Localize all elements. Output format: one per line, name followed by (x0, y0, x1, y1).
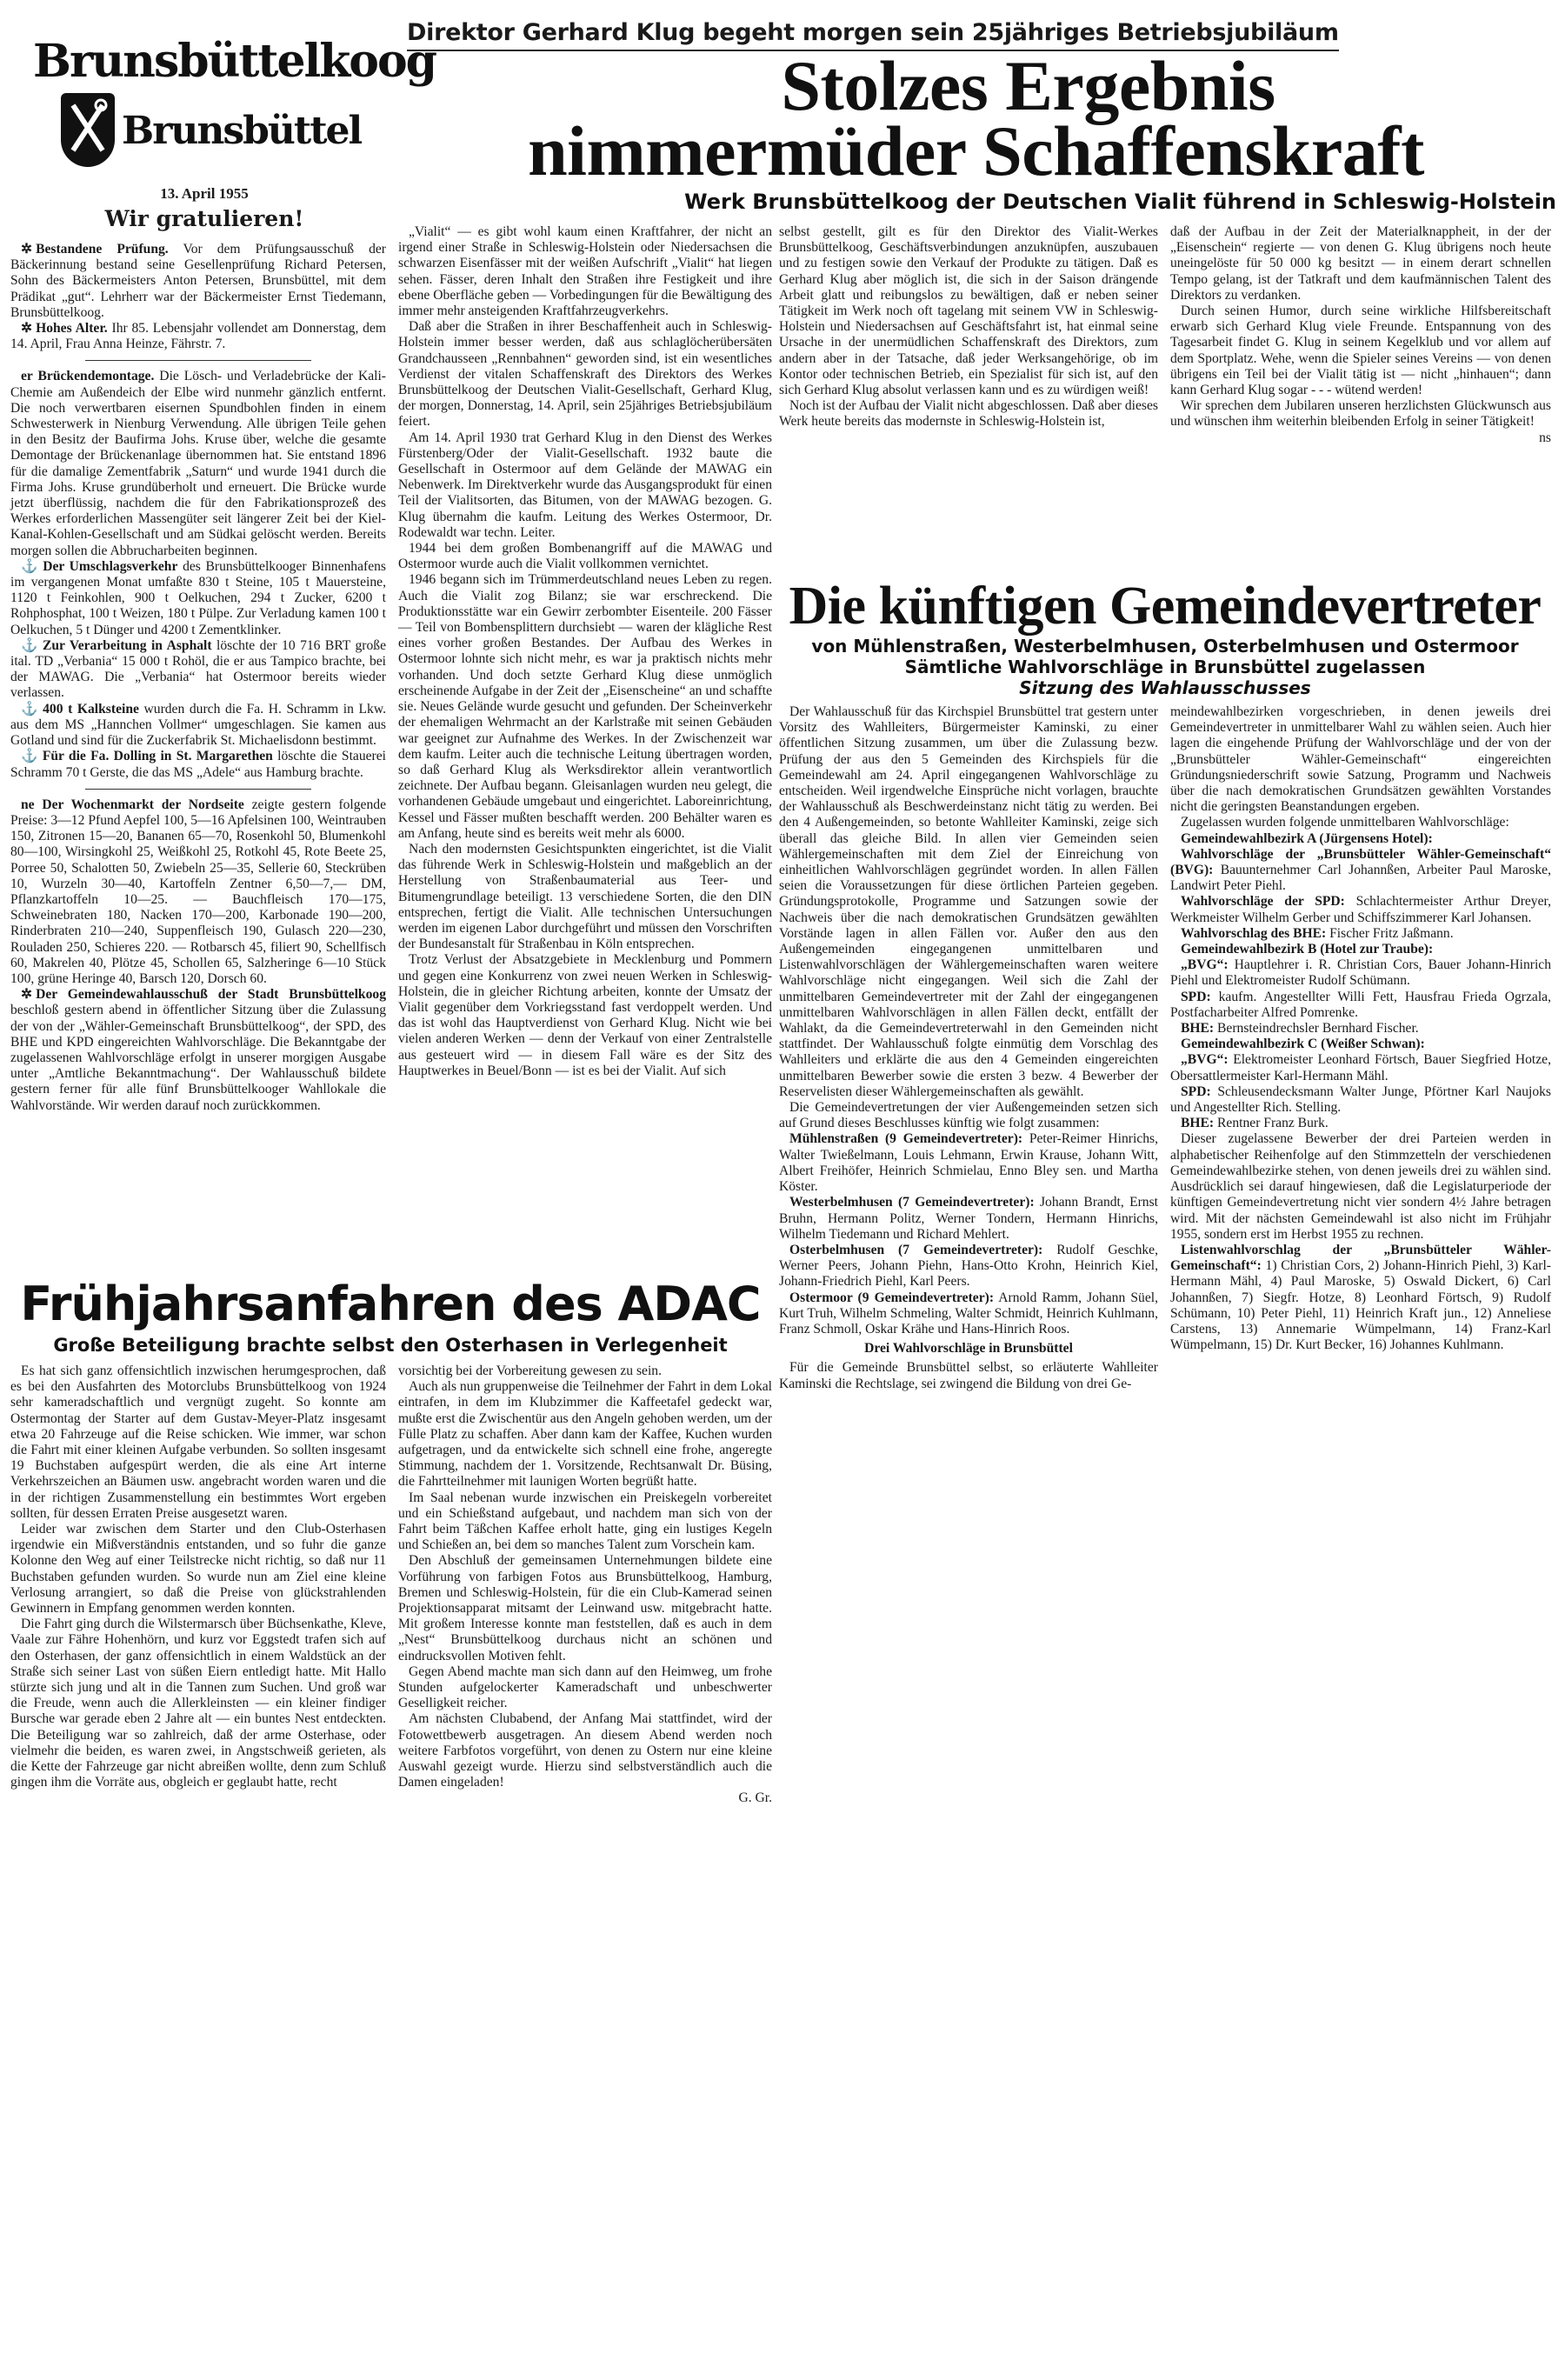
subheading: Drei Wahlvorschläge in Brunsbüttel (864, 1341, 1073, 1357)
vialit-paragraph (1170, 303, 1551, 398)
paragraph-lead: Mühlenstraßen (9 Gemeindevertreter): (789, 1131, 1023, 1147)
vialit-paragraph (1170, 398, 1551, 446)
paragraph-lead: Wahlvorschläge der „Brunsbütteler Wähler-Gemeinschaft“ (BVG): (1170, 846, 1551, 878)
paragraph-text: Die Fahrt ging durch die Wilstermarsch über Büchsenkathe, Kleve, Vaale zur Fähre Hohenhörn, und kurz vor Eggstedt trafen sich auf den Osterhasen, der ganz offensichtlich in einem Waldstück an der Straße sich seiner Last von süßen Eiern entledigt hatte. Mit Hallo stürzte sich jung und alt in die Tannen zum Suchen. Und groß war die Freude, wenn auch die Allerkleinsten — ein kleiner findiger Bursche war gerade eben 2 Jahre alt — ein buntes Nest entdeckten. Die Beteiligung war so zahlreich, daß der arme Osterhase, oder vielmehr die beiden, es waren zwei, in Angstschweiß gerieten, als die Kette der Fahrzeuge gar nicht abreißen wollte, denn zum Schluß gingen ihm die Vorräte aus, obgleich er geglaubt hatte, recht (10, 1617, 386, 1790)
vialit-paragraph (779, 398, 1158, 430)
gemeinde-paragraph (1170, 815, 1551, 830)
gemeinde-paragraph (1170, 942, 1551, 957)
adac-paragraph (398, 1664, 772, 1712)
paragraph-text: Den Abschluß der gemeinsamen Unternehmungen bildete eine Vorführung von farbigen Fotos aus Brunsbüttelkoog, Hamburg, Bremen und Schleswig-Holstein, für die ein Club-Kamerad seinen Projektionsapparat mitsamt der Leinwand usw. mitgebracht hatte. Mit großem Interesse konnte man feststellen, daß es auch in dem „Nest“ Brunsbüttelkoog durchaus nicht an schönen und eindrucksvollen Motiven fehlt. (398, 1553, 772, 1663)
paragraph-text: Nach den modernsten Gesichtspunkten eingerichtet, ist die Vialit das führende Werk in Schleswig-Holstein und maßgeblich an der Herstellung von Straßenbaumaterial aus Teer- und Bitumengrundlage beteiligt. 13 verschiedene Sorten, die den DIN entsprechen, fertigt die Vialit. Alle technischen Untersuchungen werden im eigenen Labor durchgeführt und müssen den Vorschriften der Bundesanstalt für Straßenbau in Köln entsprechen. (398, 841, 772, 952)
paragraph-lead: Der Umschlagsverkehr (43, 558, 178, 574)
adac-paragraph (10, 1363, 386, 1522)
vialit-paragraph (398, 430, 772, 541)
vialit-paragraph (398, 224, 772, 319)
masthead-date: 13. April 1955 (160, 185, 249, 202)
local-news-paragraph (10, 749, 386, 780)
adac-paragraph (398, 1490, 772, 1554)
masthead-title-top: Brunsbüttelkoog (33, 35, 436, 88)
paragraph-text: Wir sprechen dem Jubilaren unseren herzlichsten Glückwunsch aus und wünschen ihm weiterhin bleibenden Erfolg in seiner Tätigkeit! (1170, 398, 1551, 430)
paragraph-text: selbst gestellt, gilt es für den Direktor des Vialit-Werkes Brunsbüttelkoog, Geschäftsverbindungen anzuknüpfen, auszubauen und zu festigen sowie den Verkauf der Produkte zu tätigen. Daß es Gerhard Klug aber möglich ist, die sich in der Saison drängende Arbeit glatt und reibungslos zu bewältigen, daß er neben seiner Tätigkeit im Werk noch oft tagelang mit seinem VW in Schleswig-Holstein und Niedersachsen auf Geschäftsfahrt ist, hat einmal seine Ursache in der unermüdlichen Schaffenskraft des Direktors, zum andern aber in der Tatsache, daß jeder Werksangehörige, ob im Kontor oder technischen Betrieb, ein Spezialist für sich ist, auf den sich Gerhard Klug absolut verlassen kann und es zu würdigen weiß! (779, 224, 1158, 398)
vialit-column-2 (779, 224, 1158, 430)
vialit-paragraph (779, 224, 1158, 398)
paragraph-lead: Bestandene Prüfung. (36, 242, 169, 257)
paragraph-lead: Hohes Alter. (36, 321, 108, 337)
gemeinde-paragraph (1170, 1243, 1551, 1353)
paragraph-text: Schlachtermeister Arthur Dreyer, Werkmeister Wilhelm Gerber und Schiffszimmerer Karl Johansen. (1170, 894, 1551, 925)
paragraph-lead: Zur Verarbeitung in Asphalt (42, 637, 212, 653)
gemeinde-paragraph (1170, 1131, 1551, 1242)
paragraph-text: Im Saal nebenan wurde inzwischen ein Preiskegeln vorbereitet und ein Schießstand aufgebaut, und nachdem man sich von der Fahrt beim Täßchen Kaffee erholt hatte, ging ein lustiges Kegeln und Schießen an, bei dem so manches Talent zum Vorschein kam. (398, 1490, 772, 1553)
adac-paragraph (398, 1363, 772, 1379)
paragraph-text: Die Gemeindevertretungen der vier Außengemeinden setzen sich auf Grund dieses Beschlusses künftig wie folgt zusammen: (779, 1100, 1158, 1131)
paragraph-text: Dieser zugelassene Bewerber der drei Parteien werden in alphabetischer Reihenfolge auf den Stimmzetteln der verschiedenen Gemeindewahlbezirke stehen, von denen jeweils drei zu wählen sind. Ausdrücklich sei darauf hingewiesen, daß die Legislaturperiode der künftigen Gemeindevertretung nicht vier sondern 4½ Jahre betragen wird. Mit der nächsten Gemeindewahl ist also nicht im Frühjahr 1955, sondern erst im Herbst 1955 zu rechnen. (1170, 1131, 1551, 1242)
paragraph-lead: „BVG“: (1181, 957, 1229, 973)
adac-paragraph (10, 1522, 386, 1617)
paragraph-text: Hauptlehrer i. R. Christian Cors, Bauer Johann-Hinrich Piehl und Elektromeister Rudolf Schümann. (1170, 957, 1551, 989)
gemeinde-paragraph (779, 1100, 1158, 1131)
paragraph-text: Vor dem Prüfungsausschuß der Bäckerinnung bestand seine Gesellenprüfung Richard Petersen, Sohn des Bäckermeisters Anton Petersen, Brunsbüttel, mit dem Prädikat „gut“. Lehrherr war der Bäckermeister Ernst Tiedemann, Brunsbüttelkoog. (10, 242, 386, 320)
local-news-paragraph (10, 369, 386, 558)
adac-column-2 (398, 1363, 772, 1807)
adac-paragraph (398, 1711, 772, 1806)
vialit-paragraph (398, 572, 772, 841)
adac-subheadline: Große Beteiligung brachte selbst den Osterhasen in Verlegenheit (53, 1335, 728, 1356)
gemeinde-paragraph (1170, 1037, 1551, 1052)
paragraph-text: Schleusendecksmann Walter Junge, Pförtner Karl Naujoks und Angestellter Rich. Stelling. (1170, 1083, 1551, 1116)
gemeinde-paragraph (1170, 847, 1551, 895)
gemeinde-subheadline-2: Sämtliche Wahlvorschläge in Brunsbüttel zugelassen (904, 657, 1426, 677)
paragraph-text: Am 14. April 1930 trat Gerhard Klug in den Dienst des Werkes Fürstenberg/Oder der Vialit-Gesellschaft. 1932 baute die Gesellschaft in Ostermoor auf dem Gelände der MAWAG ein Nebenwerk. Im Direktverkehr wurde das Ausgangsprodukt für einen Teil der Vialitsorten, das Bitumen, von der MAWAG bezogen. G. Klug übernahm die kaufm. Leitung des Werkes Ostermoor, Dr. Rodewaldt war techn. Leiter. (398, 430, 772, 540)
local-news-paragraph (10, 242, 386, 321)
paragraph-text: Es hat sich ganz offensichtlich inzwischen herumgesprochen, daß es bei den Ausfahrten des Motorclubs Brunsbüttelkoog von 1924 sehr kameradschaftlich und vergnügt zugeht. So konnte am Ostermontag der Starter auf dem Gustav-Meyer-Platz insgesamt etwa 20 Fahrzeuge auf die Reise schicken. Wie immer, war schon die Fahrt mit einer kleinen Aufgabe verbunden. So sollten insgesamt 19 Buchstaben aufgespürt werden, die als eine Art interne Verkehrszeichen an Bäumen usw. angebracht worden waren und die in der richtigen Zusammenstellung ein bestimmtes Wort ergeben sollten, für dessen Erraten Preise ausgesetzt waren. (10, 1363, 386, 1521)
vialit-paragraph (1170, 224, 1551, 303)
adac-paragraph (398, 1379, 772, 1490)
paragraph-lead: er Brückendemontage. (21, 369, 155, 384)
paragraph-text: Zugelassen wurden folgende unmittelbaren Wahlvorschläge: (1181, 815, 1509, 830)
paragraph-lead: Listenwahlvorschlag der „Brunsbütteler Wähler-Gemeinschaft“: (1170, 1242, 1551, 1274)
paragraph-text: Gegen Abend machte man sich dann auf den Heimweg, um frohe Stunden aufgelockerter Kameradschaft und unbeschwerter Geselligkeit reicher. (398, 1663, 772, 1711)
gemeinde-paragraph (1170, 704, 1551, 815)
paragraph-text: Noch ist der Aufbau der Vialit nicht abgeschlossen. Daß aber dieses Werk heute bereits das modernste in Schleswig-Holstein ist, (779, 398, 1158, 430)
paragraph-text: des Brunsbüttelkooger Binnenhafens im vergangenen Monat umfaßte 830 t Steine, 105 t Mauersteine, 1120 t Feinkohlen, 900 t Oelkuchen, 294 t Zucker, 6200 t Rohphosphat, 100 t Weizen, 180 t Pülpe. Zur Verladung kamen 100 t Oelkuchen, 5 t Dünger und 4200 t Zementklinker. (10, 558, 386, 637)
gemeinde-paragraph (1170, 1021, 1551, 1037)
paragraph-text: Die Lösch- und Verladebrücke der Kali-Chemie am Außendeich der Elbe wird nunmehr gänzlich entfernt. Die noch verwertbaren eisernen Spundbohlen finden in einem Schwesterwerk in Nienburg Verwendung. Alle übrigen Teile gehen in den Besitz der Baufirma Johs. Kruse über, welche die gesamte Demontage der Brückenanlage übernommen hat. Sie entstand 1896 für die damalige Zementfabrik „Saturn“ und wurde 1941 durch die Firma Johs. Kruse grundüberholt und erneuert. Die Brücke wurde jetzt überflüssig, nachdem die für den Fabrikationsprozeß des Werkes erforderlichen Massengüter seit längerer Zeit bei der Kiel-Kanal-Kohlen-Gesellschaft und am Südkai gelöscht werden. Bereits morgen sollen die Abbrucharbeiten beginnen. (10, 369, 386, 558)
gemeinde-paragraph (779, 704, 1158, 1100)
gemeinde-paragraph (779, 1195, 1158, 1243)
vialit-paragraph (398, 541, 772, 572)
paragraph-text: kaufm. Angestellter Willi Fett, Hausfrau Frieda Ogrzala, Postfacharbeiter Alfred Pomrenke. (1170, 989, 1551, 1020)
gemeinde-headline: Die künftigen Gemeindevertreter (789, 577, 1542, 636)
vialit-column-3 (1170, 224, 1551, 446)
vialit-column-1 (398, 224, 772, 1079)
paragraph-text: Auch als nun gruppenweise die Teilnehmer der Fahrt in dem Lokal eintrafen, in dem im Klubzimmer die Kaffeetafel gedeckt war, mußte erst die Zwischentür aus den Angeln gehoben werden, um der Fülle Platz zu schaffen. Aber dann kam der Kaffee, Kuchen wurden aufgetragen, und da entwickelte sich schnell eine frohe, angeregte Stimmung, nachdem der 1. Vorsitzende, Rechtsanwalt Dr. Büsing, die Fahrtteilnehmer mit launigen Worten begrüßt hatte. (398, 1379, 772, 1490)
star-icon: ✲ (21, 987, 33, 1003)
gemeinde-column-2 (1170, 704, 1551, 1353)
author-signature: G. Gr. (738, 1790, 772, 1806)
paragraph-lead: Für die Fa. Dolling in St. Margarethen (42, 749, 273, 764)
gemeinde-paragraph (1170, 831, 1551, 847)
paragraph-text: löschte der 10 716 BRT große ital. TD „Verbania“ 15 000 t Rohöl, die er aus Tampico brachte, bei der MAWAG. Die „Verbania“ hat Ostermoor bereits wieder verlassen. (10, 637, 386, 701)
gemeinde-column-1 (779, 704, 1158, 1392)
masthead-title-bottom: Brunsbüttel (122, 109, 362, 153)
paragraph-text: daß der Aufbau in der Zeit der Materialknappheit, in der der „Eisenschein“ regierte — von denen G. Klug übrigens noch heute uneingelöste für 50 000 kg besitzt — in einem derart schnellen Tempo gelang, ist der Tatkraft und dem kaufmännischen Talent des Direktors zu verdanken. (1170, 224, 1551, 303)
paragraph-text: Rentner Franz Burk. (1214, 1116, 1329, 1131)
paragraph-lead: BHE: (1181, 1116, 1215, 1131)
star-icon: ✲ (21, 242, 33, 257)
paragraph-lead: Gemeindewahlbezirk C (Weißer Schwan): (1181, 1037, 1425, 1052)
paragraph-text: Der Wahlausschuß für das Kirchspiel Brunsbüttel trat gestern unter Vorsitz des Wahlleiters, Bürgermeister Kaminski, zu einer öffentlichen Sitzung zusammen, um über die Zulassung bezw. Prüfung der aus den 5 Gemeinden des Kirchspiels für die Gemeindewahl am 24. April eingegangenen Wahlvorschläge zu entscheiden. Weil irgendwelche Einsprüche nicht vorlagen, brauchte der Wahlausschuß als Beschwerdeinstanz nicht tätig zu werden. Bei den 4 Außengemeinden, so betonte Wahlleiter Kaminski, zeige sich überall das gleiche Bild. In allen vier Gemeinden seien Wählergemeinschaften mit dem Ziel der Einreichung von einheitlichen Wahlvorschlägen gegründet worden. In allen Fällen seien die Voraussetzungen für diese örtlichen Parteien gegeben. Gründungsprotokolle, Programme und Satzungen sowie der Nachweis über die nach demokratischen Grundsätzen gewählten Vorstände lagen in allen Fällen vor. Außer den aus den Außengemeinden eingegangenen unmittelbaren und Listenwahlvorschlägen der Wählergemeinschaften waren weitere Wahlvorschläge nicht eingegangen. Weil sich die Zahl der unmittelbaren Gemeindevertreter mit der Zahl der eingegangenen unmittelbaren Wahlvorschlägen in allen Fällen deckt, entfällt der Wahlakt, da die Gemeindevertreterwahl in den Gemeinden nicht stattfindet. Der Wahlausschuß folgte einmütig dem Vorschlag des Wahlleiters und erklärte die aus den 4 Gemeinden eingereichten unmittelbaren Bewerber sowie die ersten 3 bezw. 4 Bewerber der Reservelisten dieser Wählergemeinschaften als gewählt. (779, 704, 1158, 1099)
author-signature: ns (1539, 430, 1551, 445)
vialit-subheadline: Werk Brunsbüttelkoog der Deutschen Vialit führend in Schleswig-Holstein (684, 190, 1556, 214)
paragraph-text: Bauunternehmer Carl Johannßen, Arbeiter Paul Maroske, Landwirt Peter Piehl. (1170, 863, 1551, 894)
paragraph-text: Arnold Ramm, Johann Süel, Kurt Truh, Wilhelm Schmeling, Walter Schmidt, Heinrich Kuhlmann, Franz Schmoll, Oskar Krähe und Hans-Hinrich Roos. (779, 1290, 1158, 1337)
paragraph-lead: Westerbelmhusen (7 Gemeindevertreter): (789, 1195, 1035, 1210)
adac-paragraph (398, 1553, 772, 1663)
paragraph-lead: „BVG“: (1181, 1052, 1229, 1068)
paragraph-lead: Wahlvorschlag des BHE: (1181, 925, 1327, 941)
paragraph-text: Durch seinen Humor, durch seine wirkliche Hilfsbereitschaft erwarb sich Gerhard Klug viele Freunde. Entspannung von des Tagesarbeit findet G. Klug in seinem Kegelklub und vor allem auf dem Sportplatz. Wehe, wenn die Spieler seines Vereins — von denen übrigens ein Teil bei der Vialit tätig ist — nicht „hinhauen“; dann kann Gerhard Klug sogar - - - wütend werden! (1170, 303, 1551, 398)
vialit-paragraph (398, 842, 772, 952)
paragraph-text: meindewahlbezirken vorgeschrieben, in denen jeweils drei Gemeindevertreter in unmittelbarer Wahl zu wählen seien. Auch hier lagen die eingehende Prüfung der Wahlvorschläge und der von der „Brunsbütteler Wähler-Gemeinschaft“ eingereichten Gründungsniederschrift sowie Satzung, Programm und Nachweis über die nach demokratischen Grundsätzen gewählten Vorstandes nicht die geringsten Beanstandungen ergeben. (1170, 704, 1551, 815)
paragraph-lead: 400 t Kalksteine (43, 701, 139, 717)
local-news-paragraph (10, 559, 386, 638)
paragraph-text: 1946 begann sich im Trümmerdeutschland neues Leben zu regen. Auch die Vialit zog Bilanz; sie war erschreckend. Die Produktionsstätte war ein Gewirr zerbombter Eisenteile. 200 Fässer — Teil von Bombensplittern durchsiebt — waren der klägliche Rest eines vorher großen Bestandes. Der Aufbau des Werkes in Ostermoor lohnte sich nicht mehr, es war ja praktisch nichts mehr vorhanden. Und doch setzte Gerhard Klug diese unmöglich erscheinende Aufgabe in der Zeit der „Eisenscheine“ an und schaffte sie. Neues Gelände wurde gesucht und gefunden. Der Scheinverkehr der ehemaligen Wehrmacht an der Karlstraße mit seinen Gebäuden war geeignet zur Aufnahme des Werkes. In der Zwischenzeit war dem kaufm. Leiter auch die technische Leitung übertragen worden, so daß Gerhard Klug als Werksdirektor allein verantwortlich zeichnete. Der Aufbau begann. Gleisanlagen wurden neu gelegt, die vorhandenen Gebäude umgebaut und eingerichtet. Laboreinrichtung, Kessel und Fässer mußten beschafft werden. 200 Behälter waren es am Anfang, heute sind es bereits weit mehr als 6000. (398, 572, 772, 841)
gemeinde-subheadline-1: von Mühlenstraßen, Westerbelmhusen, Osterbelmhusen und Ostermoor (811, 636, 1519, 657)
paragraph-lead: BHE: (1181, 1021, 1215, 1037)
paragraph-text: Am nächsten Clubabend, der Anfang Mai stattfindet, wird der Fotowettbewerb ausgetragen. An diesem Abend werden noch weitere Farbfotos vorgeführt, von denen zu Ostern nur eine kleine Auswahl gezeigt wurde. Hierzu sind selbstverständlich auch die Damen eingeladen! (398, 1711, 772, 1790)
gemeinde-paragraph (1170, 926, 1551, 942)
gemeinde-paragraph (779, 1290, 1158, 1338)
gemeinde-paragraph (1170, 894, 1551, 925)
local-news-paragraph (10, 702, 386, 750)
anchor-icon: ⚓ (21, 558, 40, 574)
local-news-paragraph (10, 797, 386, 987)
adac-column-1 (10, 1363, 386, 1790)
paragraph-text: löschte die Stauerei Schramm 70 t Gerste, die das MS „Adele“ aus Hamburg brachte. (10, 749, 387, 780)
adac-headline: Frühjahrsanfahren des ADAC (20, 1277, 761, 1331)
gemeinde-paragraph (1170, 990, 1551, 1021)
paragraph-lead: Osterbelmhusen (7 Gemeindevertreter): (789, 1242, 1043, 1257)
paragraph-lead: Ostermoor (9 Gemeindevertreter): (789, 1290, 995, 1305)
paragraph-text: „Vialit“ — es gibt wohl kaum einen Kraftfahrer, der nicht an irgend einer Straße in Schleswig-Holstein oder Niedersachsen die schwarzen Eisenfässer mit der weißen Aufschrift „Vialit“ hat liegen sehen. Fässer, deren Inhalt den Straßen ihre Festigkeit und ihre ebene Oberfläche geben — Vorbedingungen für die Bewältigung des immer mehr ansteigenden Kraftfahrzeugverkehrs. (398, 224, 772, 319)
vialit-paragraph (398, 319, 772, 430)
vialit-kicker: Direktor Gerhard Klug begeht morgen sein 25jähriges Betriebsjubiläum (407, 19, 1339, 51)
local-news-paragraph (10, 638, 386, 702)
vialit-paragraph (398, 952, 772, 1079)
star-icon: ✲ (21, 321, 33, 337)
local-news-column (10, 242, 386, 1114)
gemeinde-paragraph (779, 1360, 1158, 1391)
gemeinde-paragraph (1170, 1084, 1551, 1116)
paragraph-text: Leider war zwischen dem Starter und den Club-Osterhasen irgendwie ein Mißverständnis entstanden, und so fuhr die ganze Kolonne den Weg auf einer Teilstrecke nicht richtig, so daß nur 11 Buchstaben gefunden wurden. So wurde nun am Ziel eine kleine Verlosung arrangiert, so daß die Preise von glückstrahlenden Gewinnern in Empfang genommen werden konnten. (10, 1522, 386, 1617)
anchor-icon: ⚓ (21, 701, 40, 717)
masthead (17, 30, 436, 248)
section-title: Wir gratulieren! (104, 206, 304, 231)
paragraph-text: Fischer Fritz Jaßmann. (1326, 925, 1454, 941)
anchor-icon: ⚓ (21, 637, 39, 653)
paragraph-text: Rudolf Geschke, Werner Peers, Johann Piehn, Hans-Otto Krohn, Heinrich Kiel, Johann-Friedrich Piehl, Karl Peers. (779, 1242, 1158, 1290)
paragraph-text: Für die Gemeinde Brunsbüttel selbst, so erläuterte Wahlleiter Kaminski die Rechtslage, sei zwingend die Bildung von drei Ge- (779, 1360, 1158, 1391)
paragraph-text: Daß aber die Straßen in ihrer Beschaffenheit auch in Schleswig-Holstein immer besser werden, daß aus schlaglöcherübersäten Grandchausseen „Rennbahnen“ geworden sind, ist ein wesentliches Verdienst der vitalen Schaffenskraft des Direktors des Werkes Brunsbüttelkoog der Deutschen Vialit-Gesellschaft, Gerhard Klug, der morgen, Donnerstag, 14. April, sein 25jähriges Betriebsjubiläum feiert. (398, 319, 772, 430)
paragraph-text: wurden durch die Fa. H. Schramm in Lkw. aus dem MS „Hannchen Vollmer“ umgeschlagen. Sie kamen aus Gotland und sind für die Zuckerfabrik St. Michaelisdonn bestimmt. (10, 701, 386, 749)
paragraph-lead: Wahlvorschläge der SPD: (1181, 894, 1345, 910)
paragraph-text: Peter-Reimer Hinrichs, Walter Twießelmann, Louis Lehmann, Erwin Krause, Johann Witt, Albert Freihöfer, Heinrich Schmielau, Enno Bley sen. und Martha Köster. (779, 1131, 1158, 1195)
local-news-paragraph (10, 321, 386, 352)
paragraph-lead: SPD: (1181, 989, 1211, 1004)
adac-paragraph (10, 1617, 386, 1790)
paragraph-text: Elektromeister Leonhard Förtsch, Bauer Siegfried Hotze, Obersattlermeister Karl-Hermann Mähl. (1170, 1052, 1551, 1083)
paragraph-text: Johann Brandt, Ernst Bruhn, Hermann Politz, Werner Tondern, Hermann Hinrichs, Wilhelm Tiedemann und Richard Mehlert. (779, 1195, 1158, 1242)
paragraph-lead: SPD: (1181, 1083, 1211, 1099)
gemeinde-paragraph (1170, 1116, 1551, 1131)
vialit-headline-line2: nimmermüder Schaffenskraft (528, 111, 1424, 190)
paragraph-lead: Gemeindewahlbezirk B (Hotel zur Traube): (1181, 942, 1434, 957)
paragraph-text: Bernsteindrechsler Bernhard Fischer. (1214, 1021, 1419, 1037)
paragraph-lead: Der Gemeindewahlausschuß der Stadt Brunsbüttelkoog (36, 987, 386, 1003)
paragraph-text: 1944 bei dem großen Bombenangriff auf die MAWAG und Ostermoor wurde auch die Vialit vollkommen vernichtet. (398, 541, 772, 572)
paragraph-text: beschloß gestern abend in öffentlicher Sitzung über die Zulassung der von der „Wähler-Gemeinschaft Brunsbüttelkoog“, der SPD, des BHE und KPD eingereichten Wahlvorschläge. Die Bekanntgabe der zugelassenen Wahlvorschläge erfolgt in unserer morgigen Ausgabe unter „Amtliche Bekanntmachung“. Der Wahlausschuß bildete gestern ferner für alle fünf Brunsbüttelkooger Wahllokale die Wahlvorstände. Wir werden darauf noch zurückkommen. (10, 1003, 386, 1113)
coat-of-arms-icon (61, 93, 115, 167)
gemeinde-paragraph (779, 1243, 1158, 1290)
vialit-headline-line1: Stolzes Ergebnis (781, 46, 1275, 125)
local-news-paragraph (10, 987, 386, 1114)
paragraph-text: vorsichtig bei der Vorbereitung gewesen zu sein. (398, 1363, 662, 1378)
gemeinde-paragraph (779, 1131, 1158, 1195)
anchor-icon: ⚓ (21, 749, 39, 764)
divider (85, 360, 310, 361)
gemeinde-paragraph (1170, 1052, 1551, 1083)
paragraph-text: 1) Christian Cors, 2) Johann-Hinrich Piehl, 3) Karl-Hermann Mähl, 4) Paul Maroske, 5) Oswald Dickert, 6) Carl Johannßen, 7) Siegfr. Hotze, 8) Leonhard Förtsch, 9) Rudolf Schümann, 10) Peter Piehl, 11) Heinrich Kraft jun., 12) Anneliese Carstens, 13) Annemarie Wümpelmann, 14) Franz-Karl Wümpelmann, 15) Dr. Kurt Becker, 16) Johannes Kuhlmann. (1170, 1258, 1551, 1353)
paragraph-lead: Gemeindewahlbezirk A (Jürgensens Hotel): (1181, 830, 1433, 846)
paragraph-text: Trotz Verlust der Absatzgebiete in Mecklenburg und Pommern und gegen eine Konkurrenz von zwei neuen Werken in Schleswig-Holstein, die in gleicher Richtung arbeiten, konnte der Umsatz der Vialit gegenüber dem Vorkriegsstand fast verdoppelt werden. Und das ist wohl das Hauptverdienst von Gerhard Klug. Nicht wie bei vielen anderen Werken — denn der Verkauf von einer Zentralstelle aus gesteuert wird — in diesem Fall wäre es der Sitz des Hauptwerkes in Beuel/Bonn — ist es bei der Vialit. Auf sich (398, 952, 772, 1078)
paragraph-lead: ne Der Wochenmarkt der Nordseite (21, 797, 244, 812)
divider (85, 789, 310, 790)
paragraph-text: zeigte gestern folgende Preise: 3—12 Pfund Aepfel 100, 5—16 Apfelsinen 100, Weintrauben 150, Zitronen 15—20, Bananen 65—70, Rosenkohl 50, Blumenkohl 80—100, Wirsingkohl 25, Weißkohl 25, Rotkohl 45, Rote Beete 25, Porree 50, Schalotten 50, Zwiebeln 25—35, Sellerie 60, Steckrüben 10, Wurzeln 30—40, Kartoffeln Zentner 6,50—7,— DM, Pflanzkartoffeln 10—25. — Bauchfleisch 170—175, Schweinebraten 180, Nacken 170—200, Karbonade 190—200, Rinderbraten 210—240, Suppenfleisch 190, Gulasch 220—230, Rouladen 250, Schieres 220. — Rotbarsch 45, filiert 90, Schellfisch 60, Makrelen 40, Plötze 45, Schollen 65, Salzheringe 6—10 Stück 100, grüne Heringe 40, Barsch 120, Dorsch 60. (10, 797, 386, 986)
gemeinde-subheadline-3: Sitzung des Wahlausschusses (1019, 677, 1311, 698)
paragraph-text: Ihr 85. Lebensjahr vollendet am Donnerstag, dem 14. April, Frau Anna Heinze, Fährstr. 7. (10, 321, 386, 352)
gemeinde-paragraph (1170, 957, 1551, 989)
